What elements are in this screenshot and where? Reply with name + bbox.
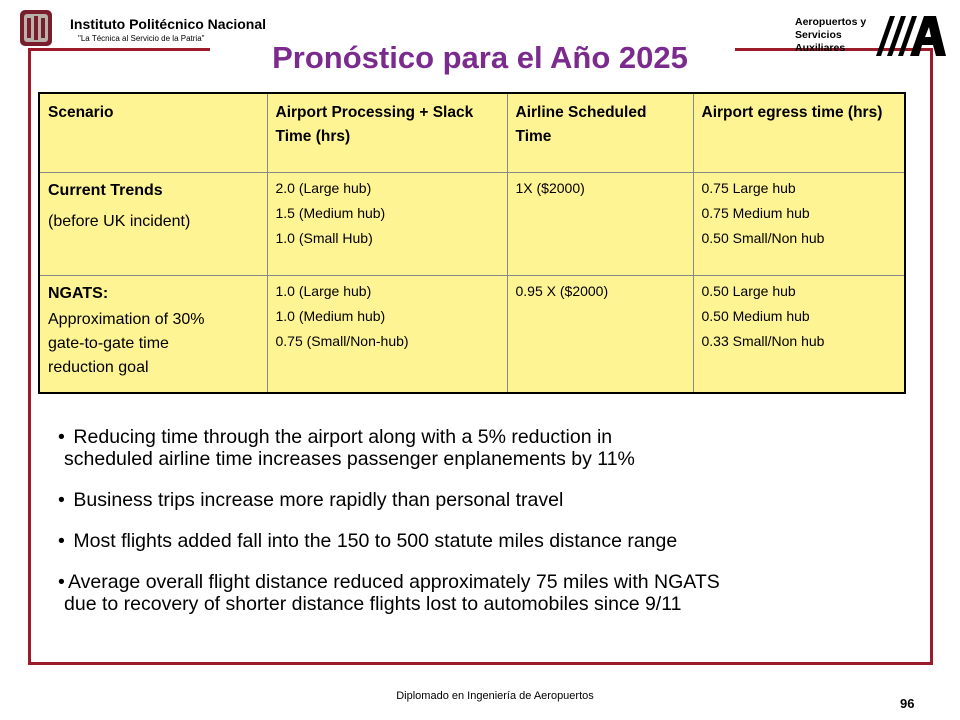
scenario-line: reduction goal [48,358,149,376]
egress-line: 0.75 Large hub [701,179,796,196]
bullet-list [58,426,918,634]
header-scenario: Scenario [39,93,267,172]
scheduled-cell: 0.95 X ($2000) [507,275,693,393]
processing-line: 1.0 (Small Hub) [275,229,373,246]
processing-cell [267,275,507,393]
bullet-dot-icon: • [58,426,65,448]
egress-cell [693,275,905,393]
scenario-line: (before UK incident) [48,212,191,230]
scheduled-cell: 1X ($2000) [507,172,693,275]
bullet-dot-icon: • [58,571,65,593]
footer-course: Diplomado en Ingeniería de Aeropuertos [396,690,594,702]
scenario-line: Approximation of 30% [48,310,205,328]
table-header-row [39,93,905,172]
frame-right-border [930,48,933,664]
processing-line: 1.0 (Medium hub) [275,307,386,324]
table-row [39,275,905,393]
egress-line: 0.75 Medium hub [701,204,810,221]
asa-line-1: Aeropuertos y [795,16,867,28]
header-egress: Airport egress time (hrs) [693,93,905,172]
bullet-dot-icon: • [58,530,65,552]
table-row [39,172,905,275]
processing-line: 1.5 (Medium hub) [275,204,386,221]
egress-line: 0.50 Medium hub [701,307,810,324]
header-scheduled: Airline Scheduled Time [507,93,693,172]
asa-line-3: Auxiliares [795,42,846,54]
processing-cell [267,172,507,275]
page-number: 96 [900,696,915,711]
scenario-line: gate-to-gate time [48,334,169,352]
bullet-text-continued: due to recovery of shorter distance flights lost to automobiles since 9/11 [64,593,682,615]
bullet-item [58,530,918,552]
bullet-text: Business trips increase more rapidly than personal travel [73,489,564,511]
bullet-text: Reducing time through the airport along with a 5% reduction in [73,426,613,448]
scenario-cell [39,275,267,393]
institution-motto: "La Técnica al Servicio de la Patria" [78,34,205,43]
bullet-text-continued: scheduled airline time increases passenger enplanements by 11% [64,448,635,470]
bullet-dot-icon: • [58,489,65,511]
scenario-cell [39,172,267,275]
bullet-item [58,571,918,615]
bullet-item [58,426,918,470]
processing-line: 1.0 (Large hub) [275,282,372,299]
egress-line: 0.50 Small/Non hub [701,229,825,246]
processing-line: 2.0 (Large hub) [275,179,372,196]
frame-bottom-border [28,662,933,665]
scenario-title: Current Trends [48,181,163,199]
header-processing: Airport Processing + Slack Time (hrs) [267,93,507,172]
bullet-text: Most flights added fall into the 150 to 500 statute miles distance range [73,530,678,552]
egress-line: 0.50 Large hub [701,282,796,299]
bullet-item [58,489,918,511]
slide-title: Pronóstico para el Año 2025 [272,40,688,75]
bullet-text: Average overall flight distance reduced approximately 75 miles with NGATS [68,571,720,593]
frame-left-border [28,48,31,664]
asa-line-2: Servicios [795,29,842,41]
egress-line: 0.33 Small/Non hub [701,332,825,349]
egress-cell [693,172,905,275]
institution-name: Instituto Politécnico Nacional [70,16,267,32]
processing-line: 0.75 (Small/Non-hub) [275,332,409,349]
forecast-table [38,92,906,394]
scenario-title: NGATS: [48,284,109,302]
